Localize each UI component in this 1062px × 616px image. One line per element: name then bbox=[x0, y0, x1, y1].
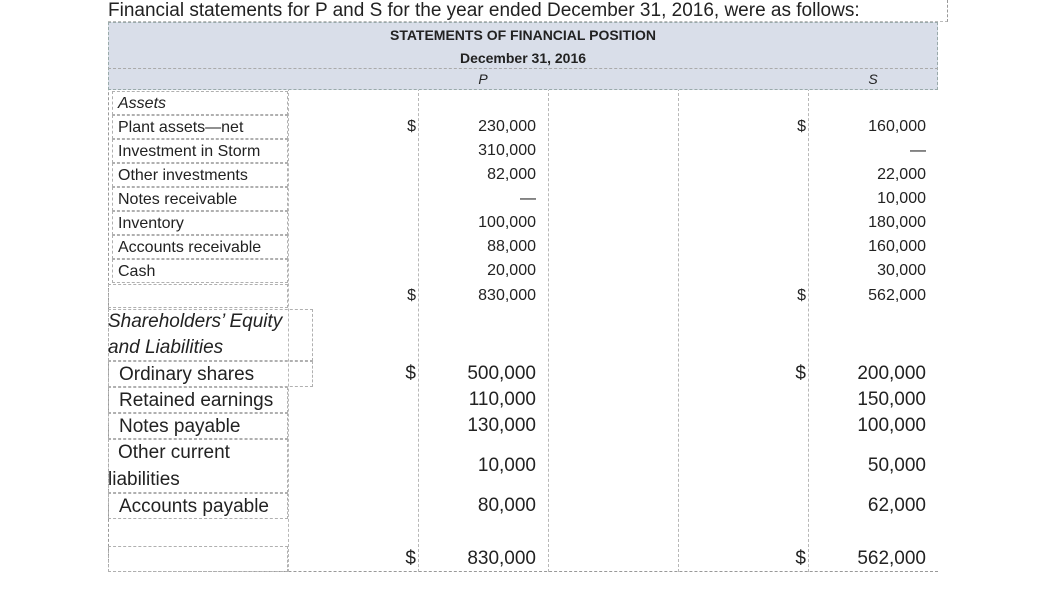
currency-symbol: $ bbox=[797, 287, 806, 304]
equity-row-value-s: 200,000 bbox=[857, 363, 926, 384]
equity-row-value-p: 500,000 bbox=[467, 363, 536, 384]
asset-row-value-p: 88,000 bbox=[487, 238, 536, 255]
assets-heading: Assets bbox=[112, 91, 288, 115]
column-divider bbox=[678, 68, 679, 572]
asset-row-value-s: 30,000 bbox=[877, 262, 926, 279]
asset-row-label: Plant assets—net bbox=[112, 115, 288, 139]
column-divider bbox=[548, 68, 549, 572]
currency-symbol: $ bbox=[407, 118, 416, 135]
equity-row-value-s: 50,000 bbox=[867, 455, 926, 476]
asset-row-label: Inventory bbox=[112, 211, 288, 235]
asset-row-value-s: 22,000 bbox=[877, 166, 926, 183]
equity-row-value-s: 62,000 bbox=[867, 495, 926, 516]
equity-total-s: 562,000 bbox=[857, 548, 926, 569]
equity-total-label-cell bbox=[108, 546, 288, 572]
currency-symbol: $ bbox=[797, 118, 806, 135]
equity-row-label-line1: Other current bbox=[118, 442, 230, 463]
asset-row-value-p: 82,000 bbox=[487, 166, 536, 183]
equity-row-label: Retained earnings bbox=[108, 387, 288, 413]
asset-row-value-s: — bbox=[910, 142, 926, 159]
asset-row-value-s: 160,000 bbox=[868, 238, 926, 255]
asset-row-value-p: 230,000 bbox=[478, 118, 536, 135]
equity-row-label: Notes payable bbox=[108, 413, 288, 439]
asset-row-value-p: 20,000 bbox=[487, 262, 536, 279]
assets-total-s: 562,000 bbox=[868, 287, 926, 304]
equity-total-p: 830,000 bbox=[467, 548, 536, 569]
column-header-s: S bbox=[868, 71, 878, 87]
equity-row-value-s: 100,000 bbox=[857, 415, 926, 436]
equity-row-label: Ordinary shares bbox=[108, 361, 313, 387]
equity-row-value-p: 80,000 bbox=[477, 495, 536, 516]
assets-total-p: 830,000 bbox=[478, 287, 536, 304]
equity-heading-line2: and Liabilities bbox=[108, 337, 224, 358]
asset-row-value-s: 10,000 bbox=[877, 190, 926, 207]
asset-row-label: Other investments bbox=[112, 163, 288, 187]
currency-symbol: $ bbox=[405, 548, 416, 569]
currency-symbol: $ bbox=[795, 548, 806, 569]
asset-row-value-s: 160,000 bbox=[868, 118, 926, 135]
asset-row-value-p: 310,000 bbox=[478, 142, 536, 159]
asset-row-value-p: 100,000 bbox=[478, 214, 536, 231]
equity-row-value-s: 150,000 bbox=[857, 389, 926, 410]
equity-row-value-p: 10,000 bbox=[477, 455, 536, 476]
asset-row-label: Cash bbox=[112, 259, 288, 283]
equity-row-label-line2: liabilities bbox=[108, 469, 180, 490]
asset-row-value-s: 180,000 bbox=[868, 214, 926, 231]
equity-row-value-p: 130,000 bbox=[467, 415, 536, 436]
currency-symbol: $ bbox=[405, 363, 416, 384]
column-header-p: P bbox=[478, 71, 488, 87]
asset-row-label: Investment in Storm bbox=[112, 139, 288, 163]
asset-row-label: Accounts receivable bbox=[112, 235, 288, 259]
currency-symbol: $ bbox=[407, 287, 416, 304]
equity-row-label: Accounts payable bbox=[108, 493, 288, 519]
assets-total-label-cell bbox=[108, 284, 288, 308]
equity-row-value-p: 110,000 bbox=[468, 389, 536, 410]
currency-symbol: $ bbox=[795, 363, 806, 384]
asset-row-label: Notes receivable bbox=[112, 187, 288, 211]
statement-date: December 31, 2016 bbox=[459, 50, 587, 66]
page-title: Financial statements for P and S for the year ended December 31, 2016, were as follows: bbox=[108, 0, 948, 22]
statement-name: STATEMENTS OF FINANCIAL POSITION bbox=[390, 27, 656, 43]
asset-row-value-p: — bbox=[520, 190, 536, 207]
equity-heading-line1: Shareholders’ Equity bbox=[108, 311, 283, 332]
